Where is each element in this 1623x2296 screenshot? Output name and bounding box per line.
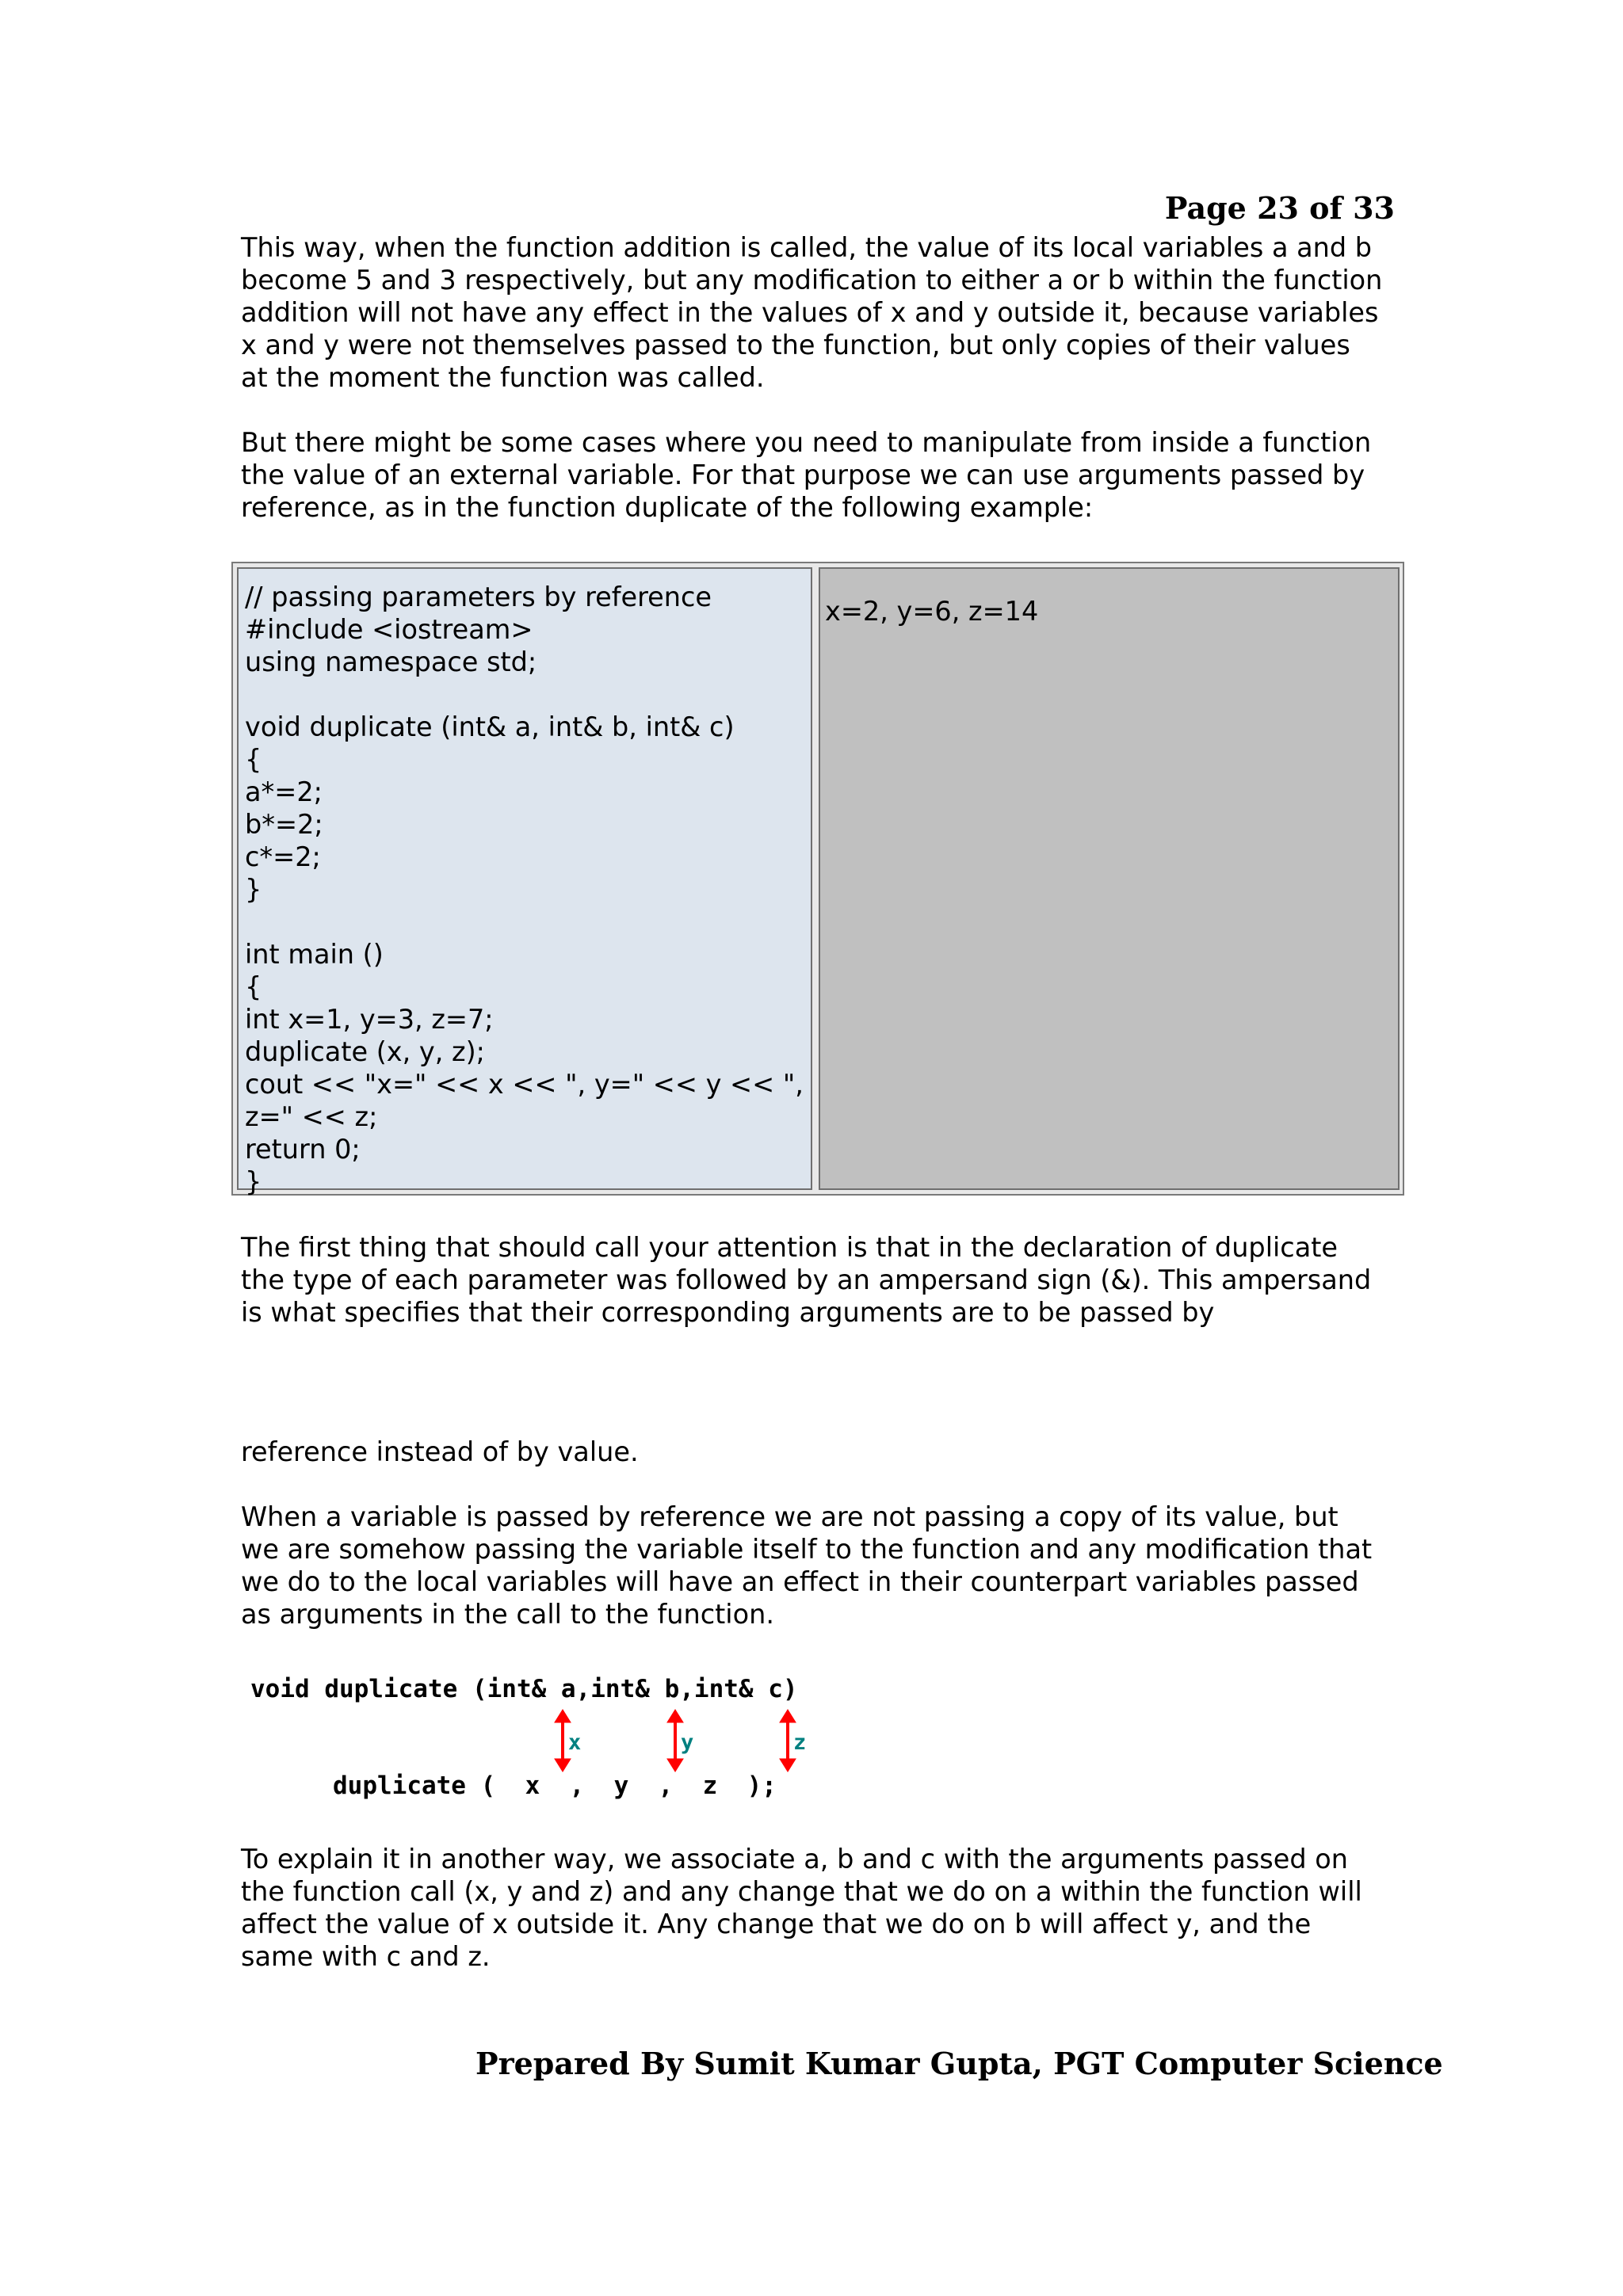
code-line: return 0; <box>245 1134 361 1165</box>
paragraph-explanation <box>241 1843 1398 1973</box>
code-line: duplicate (x, y, z); <box>245 1036 485 1067</box>
declaration-text: void duplicate (int& a,int& b,int& c) <box>250 1675 798 1703</box>
text-line: as arguments in the call to the function. <box>241 1599 774 1630</box>
code-listing <box>237 567 812 1197</box>
text-line: become 5 and 3 respectively, but any modification to either a or b within the function <box>241 265 1383 296</box>
output-text: x=2, y=6, z=14 <box>825 596 1039 627</box>
text-line: reference instead of by value. <box>241 1436 639 1467</box>
code-line: } <box>245 874 262 905</box>
text-line: But there might be some cases where you need to manipulate from inside a function <box>241 427 1372 458</box>
code-line: a*=2; <box>245 776 323 807</box>
text-line: When a variable is passed by reference we are not passing a copy of its value, but <box>241 1501 1338 1532</box>
paragraph-ampersand <box>241 1231 1398 1329</box>
code-line: // passing parameters by reference <box>245 582 712 612</box>
text-line: same with c and z. <box>241 1941 491 1972</box>
label-z: z <box>793 1730 807 1755</box>
text-line: reference, as in the function duplicate of the following example: <box>241 492 1094 523</box>
code-line: #include <iostream> <box>245 614 533 645</box>
text-line: the value of an external variable. For that purpose we can use arguments passed by <box>241 460 1365 490</box>
code-line: cout << "x=" << x << ", y=" << y << ", <box>245 1069 804 1100</box>
code-line: int x=1, y=3, z=7; <box>245 1004 494 1035</box>
paragraph-external-variable <box>241 426 1398 524</box>
text-line: the type of each parameter was followed by an ampersand sign (&). This ampersand <box>241 1264 1372 1295</box>
text-line: This way, when the function addition is called, the value of its local variables a and b <box>241 232 1373 263</box>
page-number: Page 23 of 33 <box>1164 190 1395 226</box>
code-line: b*=2; <box>245 809 323 840</box>
paragraph-local-copies <box>241 231 1398 394</box>
text-line: we are somehow passing the variable itself to the function and any modification that <box>241 1534 1373 1565</box>
text-line: addition will not have any effect in the values of x and y outside it, because variables <box>241 297 1379 328</box>
text-line: The first thing that should call your attention is that in the declaration of duplicate <box>241 1232 1338 1263</box>
label-y: y <box>681 1730 694 1755</box>
text-line: at the moment the function was called. <box>241 362 765 393</box>
label-x: x <box>568 1730 582 1755</box>
code-line: c*=2; <box>245 841 321 872</box>
code-line: { <box>245 971 262 1002</box>
reference-mapping-diagram <box>247 1670 881 1813</box>
text-line: x and y were not themselves passed to the function, but only copies of their values <box>241 330 1350 360</box>
text-line: affect the value of x outside it. Any change that we do on b will affect y, and the <box>241 1909 1312 1939</box>
paragraph-pass-by-reference <box>241 1501 1398 1630</box>
program-output <box>819 567 1400 1190</box>
text-line: To explain it in another way, we associate a, b and c with the arguments passed on <box>241 1844 1348 1875</box>
code-line <box>245 906 811 938</box>
code-line: z=" << z; <box>245 1101 378 1132</box>
text-line: the function call (x, y and z) and any change that we do on a within the function will <box>241 1876 1362 1907</box>
code-line: using namespace std; <box>245 646 537 677</box>
code-line: } <box>245 1166 262 1197</box>
footer-credit: Prepared By Sumit Kumar Gupta, PGT Computer Science <box>475 2046 1443 2081</box>
call-text: duplicate ( x , y , z ); <box>333 1772 777 1800</box>
text-line: is what specifies that their corresponding arguments are to be passed by <box>241 1297 1215 1328</box>
code-line: void duplicate (int& a, int& b, int& c) <box>245 711 735 742</box>
code-line: int main () <box>245 939 384 970</box>
paragraph-by-value <box>241 1436 1398 1468</box>
code-line: { <box>245 744 262 775</box>
code-line <box>245 678 811 711</box>
code-example-table <box>231 562 1404 1196</box>
text-line: we do to the local variables will have an effect in their counterpart variables passed <box>241 1566 1359 1597</box>
